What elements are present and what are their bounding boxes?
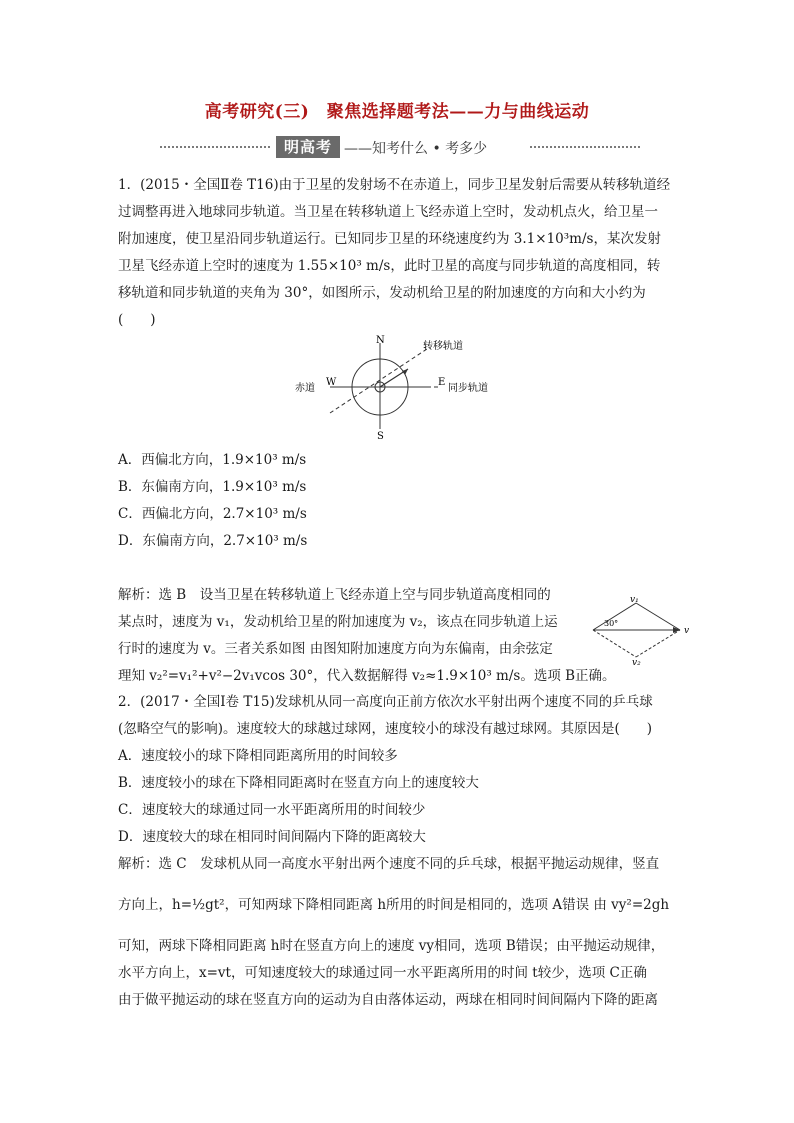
- q2-option-a: A．速度较小的球下降相同距离所用的时间较多: [118, 748, 398, 764]
- dashed-side: [636, 630, 680, 657]
- q2-analysis-line: 由于做平抛运动的球在竖直方向的运动为自由落体运动，两球在相同时间间隔内下降的距离: [118, 992, 658, 1008]
- q1-option-c: C．西偏北方向，2.7×10³ m/s: [118, 506, 307, 522]
- q1-option-b: B．东偏南方向，1.9×10³ m/s: [118, 479, 307, 495]
- q2-option-c: C．速度较大的球通过同一水平距离所用的时间较少: [118, 802, 426, 818]
- page-title: 高考研究(三) 聚焦选择题考法——力与曲线运动: [204, 102, 590, 122]
- arrow-head: [402, 369, 408, 375]
- v2-vector: [636, 603, 680, 630]
- banner-dots-right: [530, 146, 640, 148]
- q1-line: 1．(2015・全国Ⅱ卷 T16)由于卫星的发射场不在赤道上，同步卫星发射后需要从转移轨道经: [118, 177, 671, 193]
- q1-line: 移轨道和同步轨道的夹角为 30°，如图所示，发动机给卫星的附加速度的方向和大小约为: [118, 285, 646, 301]
- dashed-side: [593, 630, 636, 657]
- label-n: N: [376, 335, 385, 346]
- q1-line: ( ): [118, 312, 156, 328]
- banner-box: 明高考: [276, 136, 340, 158]
- q1-line: 过调整再进入地球同步轨道。当卫星在转移轨道上飞经赤道上空时，发动机点火，给卫星一: [118, 204, 658, 220]
- label-v2: v₂: [632, 658, 641, 668]
- label-equator: 赤道: [295, 383, 315, 394]
- q2-analysis-line: 可知，两球下降相同距离 h时在竖直方向上的速度 vy相同，选项 B错误；由平抛运动规律，: [118, 938, 665, 954]
- q1-option-a: A．西偏北方向，1.9×10³ m/s: [118, 452, 307, 468]
- label-v1: v₁: [630, 595, 639, 605]
- q2-option-d: D．速度较大的球在相同时间间隔内下降的距离较大: [118, 829, 426, 845]
- q1-line: 卫星飞经赤道上空时的速度为 1.55×10³ m/s，此时卫星的高度与同步轨道的高度相同，转: [118, 258, 661, 274]
- q1-option-d: D．东偏南方向，2.7×10³ m/s: [118, 533, 308, 549]
- label-angle: 30°: [604, 619, 619, 628]
- q1-line: 附加速度，使卫星沿同步轨道运行。已知同步卫星的环绕速度约为 3.1×10³m/s，某次发射: [118, 231, 661, 247]
- q2-analysis-line: 水平方向上，x=vt，可知速度较大的球通过同一水平距离所用的时间 t较少，选项 C正确: [118, 965, 647, 981]
- q1-analysis-line: 某点时，速度为 v₁，发动机给卫星的附加速度为 v₂，该点在同步轨道上运: [118, 614, 558, 630]
- banner-subtitle: ——知考什么 • 考多少: [344, 141, 488, 157]
- q2-line: (忽略空气的影响)。速度较大的球越过球网，速度较小的球没有越过球网。其原因是( ): [118, 721, 653, 737]
- q2-analysis-line: 方向上，h=½gt²，可知两球下降相同距离 h所用的时间是相同的，选项 A错误 由 vy²=2gh: [118, 897, 670, 913]
- q2-line: 2．(2017・全国Ⅰ卷 T15)发球机从同一高度向正前方依次水平射出两个速度不同的乒乓球: [118, 694, 653, 710]
- section-banner: [160, 136, 640, 158]
- label-w: W: [326, 377, 337, 388]
- velocity-triangle-diagram: [588, 595, 698, 668]
- label-sync-orbit: 同步轨道: [448, 383, 488, 394]
- label-v: v: [684, 626, 690, 636]
- q1-analysis-line: 解析：选 B 设当卫星在转移轨道上飞经赤道上空与同步轨道高度相同的: [118, 587, 551, 603]
- label-e: E: [438, 377, 446, 388]
- banner-dots-left: [160, 146, 270, 148]
- label-s: S: [377, 431, 384, 442]
- q1-analysis-line: 理知 v₂²=v₁²+v²−2v₁vcos 30°，代入数据解得 v₂≈1.9×10³ m/s。选项 B正确。: [118, 668, 616, 684]
- q2-analysis-line: 解析：选 C 发球机从同一高度水平射出两个速度不同的乒乓球，根据平抛运动规律，竖直: [118, 856, 660, 872]
- q2-option-b: B．速度较小的球在下降相同距离时在竖直方向上的速度较大: [118, 775, 479, 791]
- label-transfer-orbit: 转移轨道: [423, 341, 463, 352]
- orbit-diagram: [290, 335, 520, 442]
- q1-analysis-line: 行时的速度为 v。三者关系如图 由图知附加速度方向为东偏南，由余弦定: [118, 641, 553, 657]
